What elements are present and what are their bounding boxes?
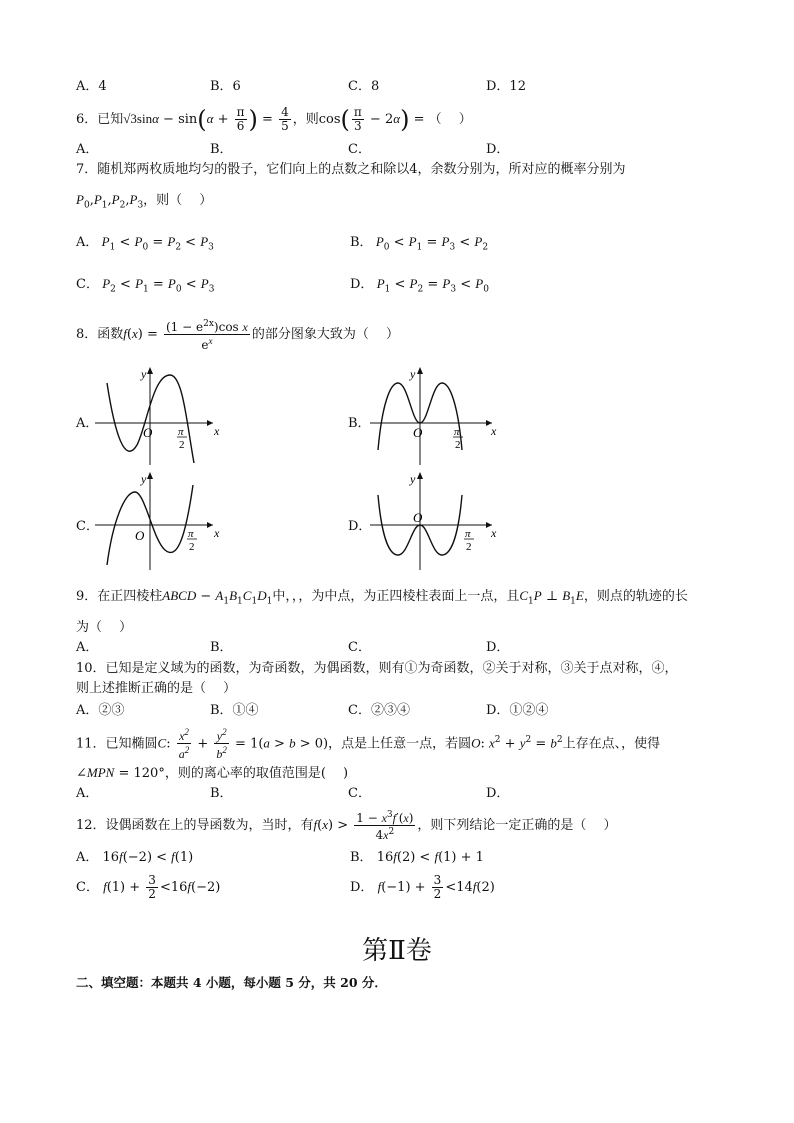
pi-label: π: [465, 528, 471, 540]
q8-option-d-label: D．: [348, 519, 372, 534]
q8-graph-c: [95, 470, 225, 570]
origin-label: O: [135, 528, 145, 543]
q7-option-c: C． $P_2 < P_1 = P_0 < P_3$: [76, 276, 215, 295]
x-label: x: [491, 424, 497, 438]
q5-option-a: A．4: [76, 79, 107, 94]
q5-option-c: C．8: [348, 79, 380, 94]
q12-stem: 12．设偶函数在上的导函数为，当时，有f(x) > $\frac{1 - x^3f'(x)}{4x^2}$ ，则下列结论一定正确的是（ ）: [76, 810, 617, 842]
x-label: x: [214, 424, 220, 438]
q8-graph-d: [370, 470, 500, 570]
q11-option-b: B．: [210, 786, 233, 801]
q7-option-b: B． $P_0 < P_1 = P_3 < P_2$: [350, 234, 489, 253]
y-axis-arrow: [417, 472, 423, 479]
q8-option-a-label: A．: [76, 416, 99, 431]
q12-option-c: C． f(1) + $\frac{3}{2}$ <16f(−2): [76, 873, 221, 901]
q11-option-a: A．: [76, 786, 99, 801]
q7-option-a: A． $P_1 < P_0 = P_2 < P_3$: [76, 234, 214, 253]
y-axis-arrow: [147, 472, 153, 479]
origin-label: O: [143, 425, 153, 440]
q11-stem-line1: 11．已知椭圆C: $\frac{x^2}{a^2}$ + $\frac{y^2}{b^2}$ = 1(a > b > 0)，点是上任意一点，若圆O: $x^2 + y^2 = b^2$上存在点、，使得: [76, 727, 661, 762]
y-axis-arrow: [417, 367, 423, 374]
q12-option-a: A． 16f(−2) < f(1): [76, 849, 194, 865]
q12-option-d: D． f(−1) + $\frac{3}{2}$ <14f(2): [350, 873, 495, 901]
q7-stem-line1: 7．随机郑两枚质地均匀的骰子，它们向上的点数之和除以4，余数分别为，所对应的概率分别为: [76, 162, 626, 177]
two-label: 2: [179, 439, 185, 451]
q6-stem: 6．已知√3sinα − sin(α + $\frac{\pi}{6}$ ) = $\frac{4}{5}$ ，则cos( $\frac{\pi}{3}$ − 2α) = （ ）: [76, 105, 472, 134]
q10-stem-line1: 10．已知是定义域为的函数，为奇函数，为偶函数，则有①为奇函数，②关于对称，③关于点对称，④，: [76, 661, 678, 676]
y-axis-arrow: [147, 367, 153, 374]
q10-option-a: A．②③: [76, 703, 125, 718]
q5-option-b: B．6: [210, 79, 241, 94]
x-label: x: [214, 526, 220, 540]
pi-label: π: [178, 426, 184, 438]
y-label: y: [141, 367, 147, 381]
q10-option-b: B．①④: [210, 703, 259, 718]
y-label: y: [410, 367, 416, 381]
q8-option-b-label: B．: [348, 416, 371, 431]
q10-option-d: D．①②④: [486, 703, 549, 718]
q9-stem-line2: 为（ ）: [76, 620, 133, 635]
q6-option-c: C．: [348, 142, 371, 157]
origin-label: O: [413, 510, 423, 525]
q7-option-d: D． $P_1 < P_2 = P_3 < P_0$: [350, 276, 489, 295]
two-label: 2: [189, 541, 195, 553]
section-title: 第Ⅱ卷: [362, 936, 432, 966]
q8-graph-b: [370, 365, 500, 465]
y-label: y: [410, 472, 416, 486]
q8-option-c-label: C．: [76, 519, 99, 534]
origin-label: O: [413, 425, 423, 440]
q9-stem-line1: 9．在正四棱柱ABCD − $A_1B_1C_1D_1$中，，，为中点，为正四棱柱表面上一点，且$C_1P$ ⊥ $B_1E$，则点的轨迹的长: [76, 588, 688, 607]
x-axis-arrow: [207, 522, 213, 528]
pi-label: π: [188, 528, 194, 540]
q8-graph-a: [95, 365, 225, 465]
x-label: x: [491, 526, 497, 540]
y-label: y: [141, 472, 147, 486]
q11-option-c: C．: [348, 786, 371, 801]
pi-label: π: [454, 426, 460, 438]
q6-option-d: D．: [486, 142, 510, 157]
q12-option-b: B． 16f(2) < f(1) + 1: [350, 849, 484, 865]
q9-option-b: B．: [210, 640, 233, 655]
two-label: 2: [455, 439, 461, 451]
q11-stem-line2: ∠MPN = 120°，则的离心率的取值范围是( ): [76, 765, 349, 781]
two-label: 2: [466, 541, 472, 553]
section-subheading: 二、填空题：本题共 4 小题，每小题 5 分，共 20 分．: [76, 975, 387, 990]
q10-stem-line2: 则上述推断正确的是（ ）: [76, 681, 237, 696]
q5-option-d: D．12: [486, 79, 526, 94]
q6-option-b: B．: [210, 142, 233, 157]
q11-option-d: D．: [486, 786, 510, 801]
q7-stem-line2: $P_0,P_1,P_2,P_3$，则（ ）: [76, 192, 213, 211]
q10-option-c: C．②③④: [348, 703, 410, 718]
q9-option-a: A．: [76, 640, 99, 655]
q9-option-c: C．: [348, 640, 371, 655]
x-axis-arrow: [207, 420, 213, 426]
q8-stem: 8．函数f(x) = $\frac{(1 - e^{2x})\cos x}{e^x}$ 的部分图象大致为（ ）: [76, 318, 399, 352]
q6-option-a: A．: [76, 142, 99, 157]
q9-option-d: D．: [486, 640, 510, 655]
